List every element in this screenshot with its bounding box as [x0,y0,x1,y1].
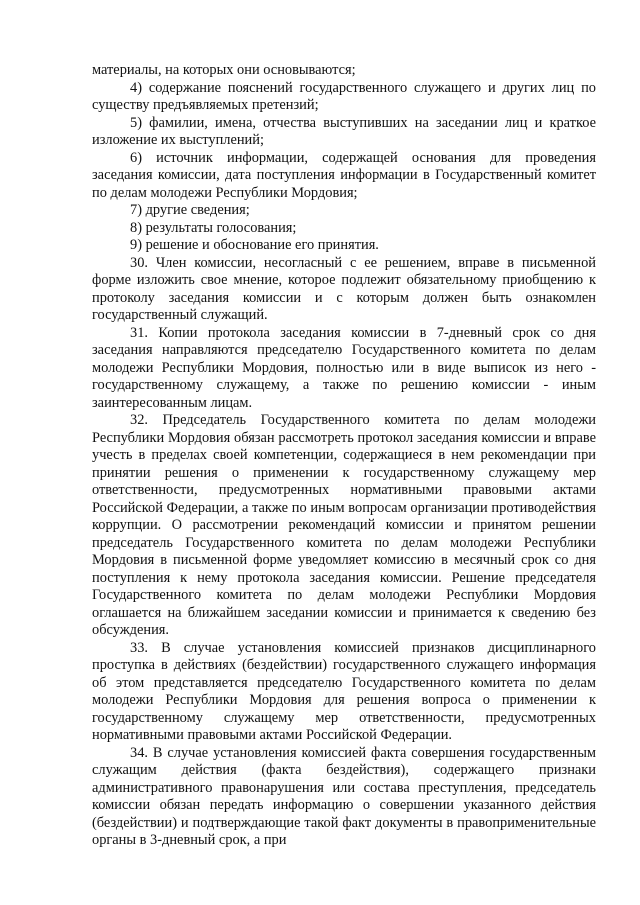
paragraph-continuation: материалы, на которых они основываются; [92,62,356,78]
clause-31: 31. Копии протокола заседания комиссии в 7-дневный срок со дня заседания направляются председателю Государственного комитета по делам молодежи Республики Мордовия, полностью или в виде выписок из него - государственному служащему, а также по решению комиссии - иным заинтересованным лицам. [92,324,596,411]
clause-33: 33. В случае установления комиссией признаков дисциплинарного проступка в действиях (бездействии) государственного служащего информация об этом представляется председателю Государственного комитета по делам молодежи Республики Мордовия для решения вопроса о применении к государственному служащему мер ответственности, предусмотренных нормативными правовыми актами Российской Федерации. [92,639,596,743]
list-item-4: 4) содержание пояснений государственного служащего и других лиц по существу предъявляемых претензий; [92,79,596,113]
clause-32: 32. Председатель Государственного комитета по делам молодежи Республики Мордовия обязан рассмотреть протокол заседания комиссии и вправе учесть в пределах своей компетенции, содержащиеся в нем рекомендации при принятии решения о применении к государственному служащему мер ответственности, предусмотренных нормативными правовыми актами Российской Федерации, а также по иным вопросам организации противодействия коррупции. О рассмотрении рекомендаций комиссии и принятом решении председатель Государственного комитета по делам молодежи Республики Мордовия в письменной форме уведомляет комиссию в месячный срок со дня поступления к нему протокола заседания комиссии. Решение председателя Государственного комитета по делам молодежи Республики Мордовия оглашается на ближайшем заседании комиссии и принимается к сведению без обсуждения. [92,412,596,638]
list-item-9: 9) решение и обоснование его принятия. [130,237,379,253]
list-item-5: 5) фамилии, имена, отчества выступивших на заседании лиц и краткое изложение их выступлений; [92,114,596,148]
list-item-8: 8) результаты голосования; [130,219,297,236]
clause-30: 30. Член комиссии, несогласный с ее решением, вправе в письменной форме изложить свое мнение, которое подлежит обязательному приобщению к протоколу заседания комиссии и с которым должен быть ознакомлен государственный служащий. [92,254,596,323]
list-item-6: 6) источник информации, содержащей основания для проведения заседания комиссии, дата поступления информации в Государственный комитет по делам молодежи Республики Мордовия; [92,149,596,201]
list-item-7: 7) другие сведения; [130,202,250,218]
clause-34: 34. В случае установления комиссией факта совершения государственным служащим действия (факта бездействия), содержащего признаки административного правонарушения или состава преступления, председатель комиссии обязан передать информацию о совершении указанного действия (бездействии) и подтверждающие такой факт документы в правоприменительные органы в 3-дневный срок, а при [92,744,596,848]
document-body [92,62,596,850]
